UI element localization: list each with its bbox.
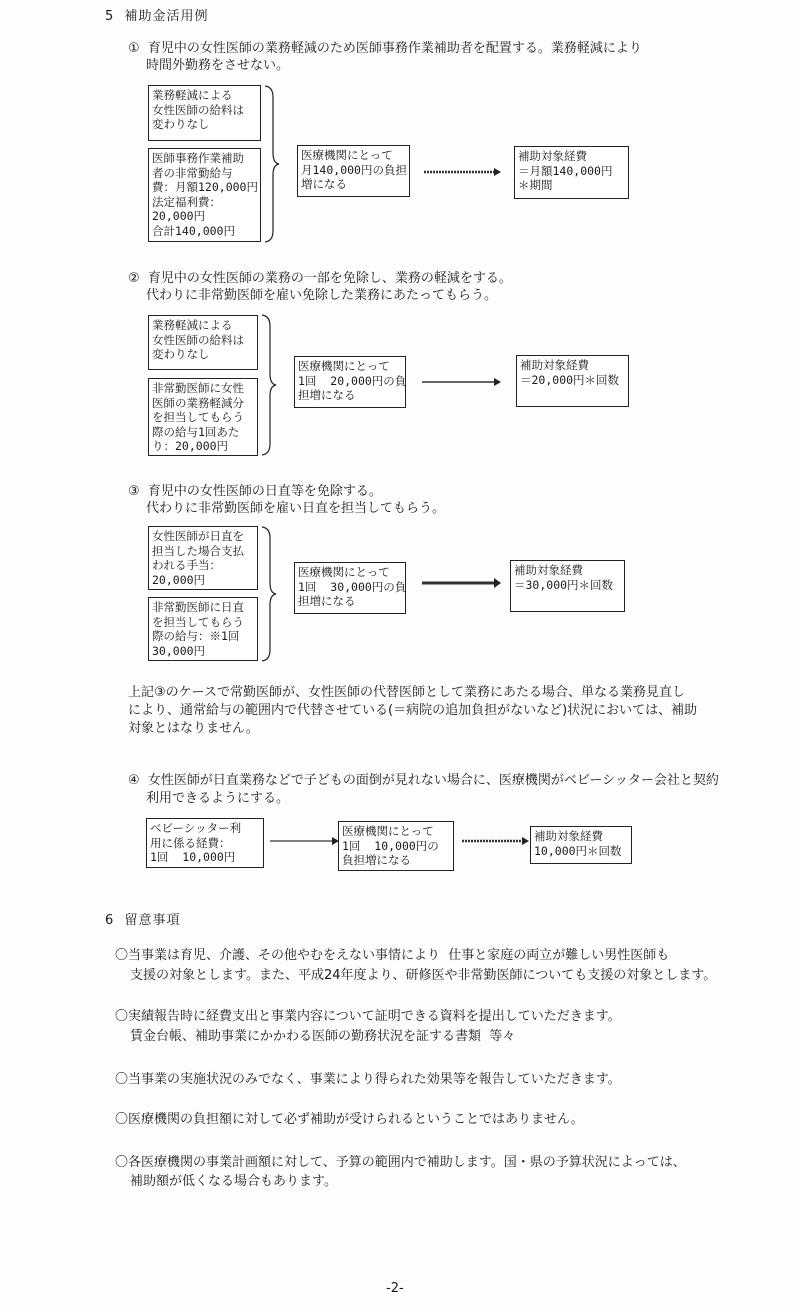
- example-2-box-part-time-salary: 非常勤医師に女性 医師の業務軽減分 を担当してもらう 際の給与1回あた り：20,000円: [148, 378, 258, 456]
- example-1-brace-icon: [263, 85, 281, 243]
- example-3-title-line-1: ③ 育児中の女性医師の日直等を免除する。: [128, 484, 382, 499]
- example-4-box-burden: 医療機関にとって 1回 10,000円の 負担増になる: [338, 821, 454, 871]
- example-2-title-line-2: 代わりに非常勤医師を雇い免除した業務にあたってもらう。: [146, 288, 498, 303]
- notice-item-1-line-1: 〇当事業は育児、介護、その他やむをえない事情により 仕事と家庭の両立が難しい男性医師も: [115, 948, 670, 963]
- example-1-box-assistant-cost: 医師事務作業補助 者の非常勤給与 費：月額120,000円 法定福利費： 20,000円 合計140,000円: [148, 148, 261, 242]
- notice-item-2-line-2: 賃金台帳、補助事業にかかわる医師の勤務状況を証する書類 等々: [130, 1029, 516, 1044]
- example-1-title-line-2: 時間外勤務をさせない。: [146, 58, 290, 73]
- example-2-box-eligible-cost: 補助対象経費 ＝20,000円＊回数: [516, 355, 629, 407]
- example-3-brace-icon: [260, 526, 278, 662]
- example-1-box-eligible-cost: 補助対象経費 ＝月額140,000円 ＊期間: [514, 146, 629, 199]
- notice-item-3-line-1: 〇当事業の実施状況のみでなく、事業により得られた効果等を報告していただきます。: [115, 1072, 621, 1087]
- notice-item-4-line-1: 〇医療機関の負担額に対して必ず補助が受けられるということではありません。: [115, 1112, 584, 1127]
- example-1-title-line-1: ① 育児中の女性医師の業務軽減のため医師事務作業補助者を配置する。業務軽減により: [128, 41, 642, 56]
- example-4-arrow-1-icon: [268, 835, 340, 847]
- example-1-arrow-icon: [422, 166, 502, 178]
- notice-item-2-line-1: 〇実績報告時に経費支出と事業内容について証明できる資料を提出していただきます。: [115, 1009, 621, 1024]
- example-4-box-eligible-cost: 補助対象経費 10,000円＊回数: [530, 826, 632, 864]
- notice-item-5-line-1: 〇各医療機関の事業計画額に対して、予算の範囲内で補助します。国・県の予算状況によっては、: [115, 1155, 686, 1170]
- note-line-1: 上記③のケースで常勤医師が、女性医師の代替医師として業務にあたる場合、単なる業務見直し: [128, 685, 686, 700]
- example-2-brace-icon: [260, 314, 278, 456]
- note-line-2: により、通常給与の範囲内で代替させている(＝病院の追加負担がないなど)状況においては、補助: [128, 703, 698, 718]
- example-4-title-line-2: 利用できるようにする。: [146, 791, 290, 806]
- section-6-heading: 6 留意事項: [105, 913, 181, 928]
- example-3-box-part-time-salary: 非常勤医師に日直 を担当してもらう 際の給与：※1回 30,000円: [148, 597, 258, 661]
- section-5-heading: 5 補助金活用例: [105, 9, 209, 24]
- example-2-box-burden: 医療機関にとって 1回 20,000円の負 担増になる: [294, 356, 406, 408]
- example-3-arrow-icon: [420, 577, 502, 589]
- example-3-title-line-2: 代わりに非常勤医師を雇い日直を担当してもらう。: [146, 501, 446, 516]
- example-2-title-line-1: ② 育児中の女性医師の業務の一部を免除し、業務の軽減をする。: [128, 271, 512, 286]
- example-4-box-babysitter-cost: ベビーシッター利 用に係る経費： 1回 10,000円: [146, 818, 264, 868]
- example-3-box-burden: 医療機関にとって 1回 30,000円の負 担増になる: [294, 562, 406, 614]
- example-4-arrow-2-icon: [460, 835, 530, 847]
- example-1-box-salary-unchanged: 業務軽減による 女性医師の給料は 変わりなし: [148, 85, 261, 141]
- notice-item-5-line-2: 補助額が低くなる場合もあります。: [130, 1174, 337, 1189]
- example-3-box-duty-allowance: 女性医師が日直を 担当した場合支払 われる手当： 20,000円: [148, 526, 258, 590]
- example-3-box-eligible-cost: 補助対象経費 ＝30,000円＊回数: [510, 560, 625, 612]
- example-1-box-burden: 医療機関にとって 月140,000円の負担 増になる: [297, 145, 410, 197]
- example-4-title-line-1: ④ 女性医師が日直業務などで子どもの面倒が見れない場合に、医療機関がベビーシッター会社と契約: [128, 773, 719, 788]
- example-2-arrow-icon: [420, 376, 502, 388]
- page-number: -2-: [386, 1281, 404, 1296]
- notice-item-1-line-2: 支援の対象とします。また、平成24年度より、研修医や非常勤医師についても支援の対象とします。: [130, 968, 717, 983]
- note-line-3: 対象とはなりません。: [128, 721, 259, 736]
- example-2-box-salary-unchanged: 業務軽減による 女性医師の給料は 変わりなし: [148, 315, 258, 370]
